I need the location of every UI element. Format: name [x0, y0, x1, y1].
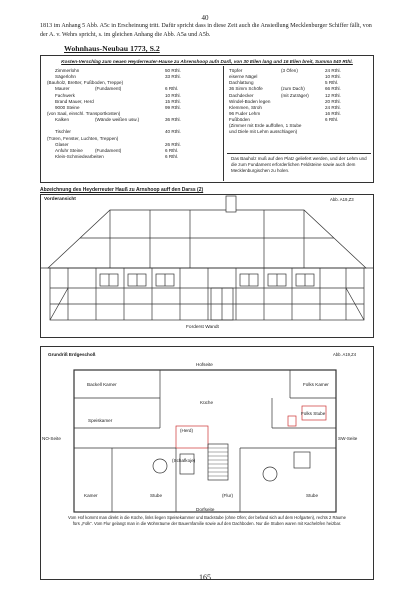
chimney [226, 196, 236, 212]
elevation-ref: Abb. A19,Z3 [330, 197, 354, 202]
label-stube-left: Stube [150, 493, 163, 498]
front-elevation-drawing [40, 194, 374, 338]
cost-item-value: 10 Rthl. [165, 92, 181, 98]
label-stube-right: Stube [306, 493, 319, 498]
cost-estimate-table [40, 55, 374, 183]
cost-item-value: 5 Rthl. [325, 80, 339, 86]
label-folks-stube: Folks Stube [301, 411, 326, 416]
label-hofseite: Hofseite [196, 362, 213, 367]
outer-walls [74, 370, 336, 512]
cost-item-note: (3 Öfen) [281, 68, 298, 73]
floor-plan-ref: Abb. A19,Z4 [333, 352, 357, 357]
cost-item-label: Fußböden [229, 117, 250, 123]
cost-item-label: Töpfer [229, 68, 243, 73]
cost-item-label: Zimmerlohn [55, 68, 80, 73]
label-schafkoje: (Schafkoje) [172, 458, 196, 463]
cost-item-label: Sägerlohn [55, 74, 76, 80]
cost-item-value: 33 Rthl. [165, 74, 181, 80]
page-number-bottom: 165 [199, 573, 211, 582]
bed-right [294, 452, 310, 468]
timber-studs [68, 268, 346, 320]
cost-item-label: Fachwerk [55, 92, 75, 98]
cost-item-label: (von Saal, einschl. Transportkosten) [47, 110, 121, 116]
cost-column-left [47, 68, 207, 160]
label-dorfseite: Dorfseite [196, 507, 215, 512]
cost-item-label: Klemmen, Stroh [229, 104, 262, 110]
cost-item-value: 6 Rthl. [325, 117, 339, 123]
cost-item-value: 36 Rthl. [165, 117, 181, 123]
label-kamer: Kamer [84, 493, 98, 498]
cost-item-label: Windel-Boden legen [229, 98, 271, 104]
cost-item-label: (Zimmer mit Erde auffüllen, 1 Stube [229, 123, 302, 129]
cost-item-value: 24 Rthl. [325, 104, 341, 110]
page-number-top: 40 [201, 14, 209, 22]
cost-item-label: Glaser [55, 141, 69, 147]
cost-item-label: Dachlattung [229, 80, 254, 86]
cost-note: Das Bauholz muß auf den Platz geliefert werden, und der Lehm und die zum Fundament erforderlichen Feldsteine sowie auch dem Mecklenburgischen zu holen. [231, 156, 367, 174]
section-heading: Wohnhaus-Neubau 1773, S.2 [64, 44, 160, 53]
cost-item-value: 16 Rthl. [325, 110, 341, 116]
cost-item-value: 20 Rthl. [325, 98, 341, 104]
floor-plan-title: Grundriß Erdgeschoß [48, 352, 96, 357]
cost-item-label: (Bauholz, Bretter, Fußboden, Treppe) [47, 80, 124, 86]
cost-item-label: und Diele mit Lehm ausschlagen) [229, 129, 298, 135]
cost-item-value: 6 Rthl. [165, 86, 179, 92]
cost-item-label: Maurer [55, 86, 70, 92]
wall-label: Forderst Wandt [186, 325, 219, 330]
column-divider [223, 66, 224, 181]
cost-item-value: 6 Rthl. [165, 153, 179, 159]
cost-item-note: (zum Dach) [281, 86, 305, 92]
label-sw-seite: SW-Seite [338, 436, 358, 441]
note-separator [227, 153, 371, 154]
elevation-sublabel: Vorderansicht [44, 197, 76, 202]
cost-item-label: Klein-Schmiedearbeiten [55, 153, 104, 159]
cost-item-value: 50 Rthl. [165, 68, 181, 73]
intro-paragraph: 1813 im Anhang 5 Abb. A5c in Erscheinung tritt. Dafür spricht dass in diese Zeit auch die Ansiedlung Mecklenburger Schiffer fällt, von der A. v. Wehrs spricht, s. im gleichen Anhang die Abb. A5a und A5b. [40, 23, 372, 39]
cost-item-value: 99 Rthl. [165, 104, 181, 110]
bed-left [180, 454, 194, 474]
cost-item-value: 66 Rthl. [325, 86, 341, 92]
cost-row [47, 154, 207, 160]
label-speiskamer: Speiskamer [88, 418, 113, 423]
cost-item-label: Kalken [55, 117, 70, 123]
cost-item-label: (Türen, Fenster, Luchten, Treppen) [47, 135, 119, 141]
cost-item-note: (Wände weißen usw.) [95, 117, 140, 123]
cost-item-label: Tischler [55, 129, 71, 135]
floor-plan-caption: Vom Hof kommt man direkt in die Küche, links liegen Speisekammer und Backstube (ohne Ofen; der befand sich auf dem Hofgarten), rechts 2 Räume fürs „Folk“. Vom Flur gelangt man in die Wohnräume der Bauernfamilie sowie auf den Dachboden. Nur die Stuben waren mit Kachelöfen heizbar. [68, 515, 346, 526]
cost-item-label: 96 Fuder Lehm [229, 110, 261, 116]
cost-column-right [229, 68, 369, 136]
cost-item-label: Dachdecker [229, 92, 254, 98]
cost-item-value: 24 Rthl. [325, 68, 341, 73]
cost-item-label: Anfuhr Steine [55, 147, 83, 153]
cost-item-label: 9000 Steine [55, 104, 80, 110]
cost-item-value: 15 Rthl. [165, 98, 181, 104]
windows [100, 274, 314, 286]
label-no-seite: NO-Seite [42, 436, 61, 441]
cost-item-value: 10 Rthl. [325, 74, 341, 80]
roof-outline [48, 210, 366, 268]
cost-row [229, 129, 369, 135]
label-kuche: Küche [200, 400, 214, 405]
stove-left [153, 459, 167, 473]
cost-item-value: 40 Rthl. [165, 129, 181, 135]
label-flur: (Flur) [222, 493, 233, 498]
cost-item-value: 12 Rthl. [325, 92, 341, 98]
front-wall [50, 268, 364, 320]
cost-item-note: (Fundament) [95, 147, 122, 153]
label-backell-kamer: Backell Kamer [87, 382, 117, 387]
cost-item-value: 26 Rthl. [165, 141, 181, 147]
stove-right [263, 467, 277, 481]
staircase [208, 444, 228, 480]
cost-item-value: 6 Rthl. [165, 147, 179, 153]
cost-item-note: (mit Zuträger) [281, 92, 309, 98]
elevation-caption: Abzeichnung des Heyderreuter Hauß zu Arnshoop auff den Darss (2) [40, 187, 204, 193]
cost-item-label: eiserne Nägel [229, 74, 258, 80]
cost-item-label: Brand Mauer, Herd [55, 98, 94, 104]
cost-item-note: (Fundament) [95, 86, 122, 92]
label-folks-kamer: Folks Kamer [303, 382, 329, 387]
label-herd: (Herd) [180, 428, 194, 433]
cost-table-title: Kosten-Verschlag zum neuen Heyderreuter-Hause zu Ahrenshoop aufn Darß, von 30 Ellen lang und 16 Ellen breit, Summa 540 Rthl. [61, 59, 353, 64]
cost-item-label: 36 Simm Schöfe [229, 86, 263, 92]
